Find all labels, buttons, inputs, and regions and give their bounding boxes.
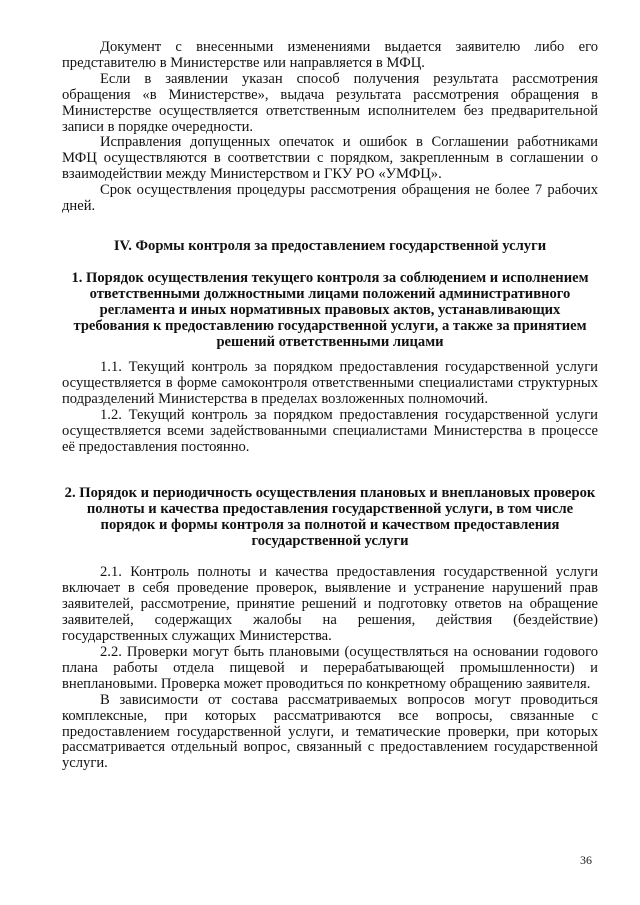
subsection-1-title: 1. Порядок осуществления текущего контроля за соблюдением и исполнением ответственными должностными лицами положений административного регламента и иных нормативных правовых актов, устанавливающих требования к предоставлению государственной услуги, а также за принятием решений ответственными лицами [71, 269, 589, 350]
subsection-1-paragraph-2: 1.2. Текущий контроль за порядком предоставления государственной услуги осуществляется всеми задействованными специалистами Министерства в процессе её предоставления постоянно. [62, 407, 598, 455]
subsection-1-paragraph-1: 1.1. Текущий контроль за порядком предоставления государственной услуги осуществляется в форме самоконтроля ответственными специалистами структурных подразделений Министерства в пределах возложенных полномочий. [62, 359, 598, 408]
subsection-2-paragraph-2: 2.2. Проверки могут быть плановыми (осуществляться на основании годового плана работы отдела пищевой и перерабатывающей промышленности) и внеплановыми. Проверка может проводиться по конкретному обращению заявителя. [62, 644, 598, 692]
page-number: 36 [580, 853, 592, 867]
intro-paragraph-1: Документ с внесенными изменениями выдается заявителю либо его представителю в Министерстве или направляется в МФЦ. [62, 39, 598, 71]
intro-paragraph-4: Срок осуществления процедуры рассмотрения обращения не более 7 рабочих дней. [62, 182, 598, 215]
intro-paragraph-2: Если в заявлении указан способ получения результата рассмотрения обращения «в Министерстве», выдача результата рассмотрения обращения в Министерстве осуществляется ответственным исполнителем без предварительной записи в порядке очередности. [62, 70, 598, 135]
subsection-2-paragraph-1: 2.1. Контроль полноты и качества предоставления государственной услуги включает в себя проведение проверок, выявление и устранение нарушений прав заявителей, рассмотрение, принятие решений и подготовку ответов на обращение заявителей, содержащих жалобы на решения, действия (бездействие) государственных служащих Министерства. [62, 564, 598, 645]
page-content [62, 40, 598, 772]
subsection-2-paragraph-3: В зависимости от состава рассматриваемых вопросов могут проводиться комплексные, при которых рассматриваются все вопросы, связанные с предоставлением государственной услуги, и тематические проверки, при которых рассматривается отдельный вопрос, связанный с предоставлением государственной услуги. [62, 691, 598, 772]
section-title: IV. Формы контроля за предоставлением государственной услуги [113, 237, 547, 254]
intro-paragraph-3: Исправления допущенных опечаток и ошибок в Соглашении работниками МФЦ осуществляются в соответствии с порядком, закрепленным в соглашении о взаимодействии между Министерством и ГКУ РО «УМФЦ». [62, 134, 598, 183]
subsection-2-title: 2. Порядок и периодичность осуществления плановых и внеплановых проверок полноты и качества предоставления государственной услуги, в том числе порядок и формы контроля за полнотой и качеством предоставления государственной услуги [64, 484, 596, 549]
